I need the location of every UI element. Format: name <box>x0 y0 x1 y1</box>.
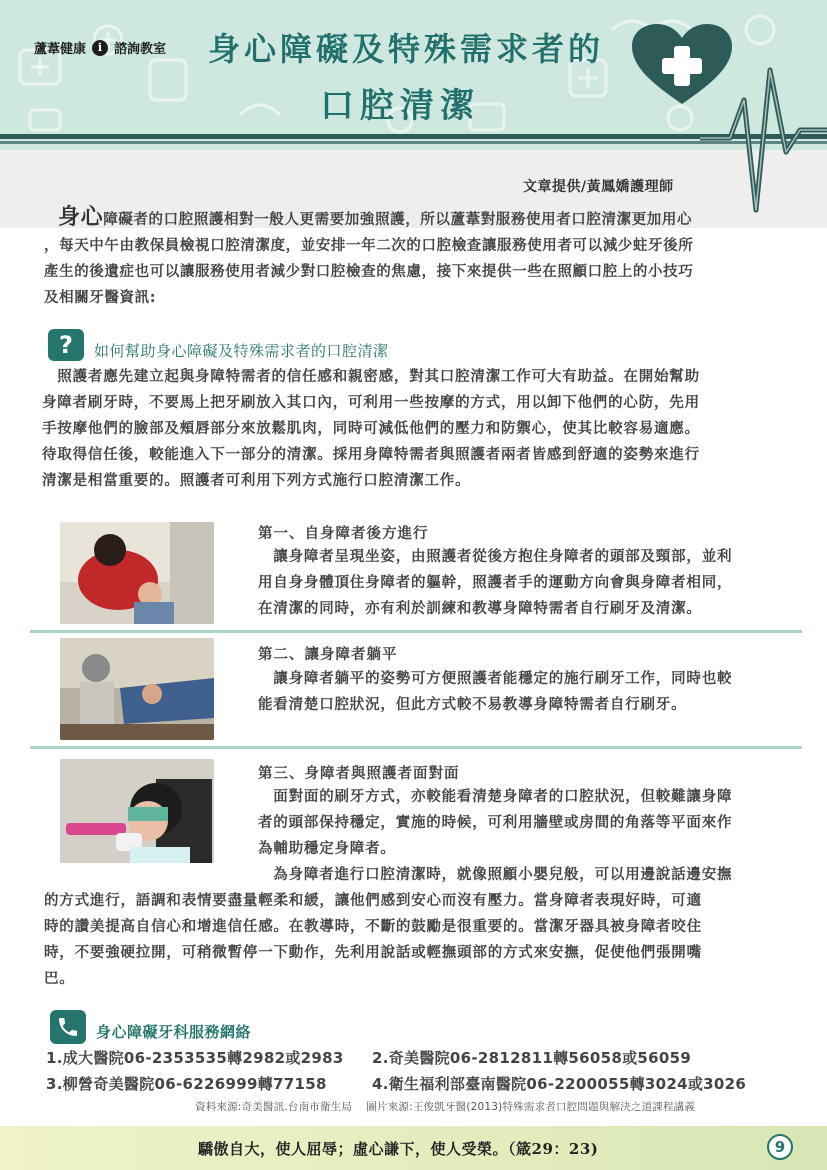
source-credit: 資料來源:奇美醫訊.台南市衛生局 圖片來源:王俊凱牙醫(2013)特殊需求者口腔問題與解決之道課程講義 <box>195 1101 696 1113</box>
info-icon: i <box>92 40 108 56</box>
hospital-item: 2.奇美醫院06-2812811轉56058或56059 <box>372 1049 692 1067</box>
page-footer <box>0 1126 827 1170</box>
intro-line: ，每天中午由教保員檢視口腔清潔度，並安排一年二次的口腔檢查讓服務使用者可以減少蛀牙後所 <box>44 238 694 254</box>
closing-paragraph <box>44 888 812 992</box>
intro-paragraph <box>44 205 804 311</box>
method-line: 面對面的刷牙方式，亦較能看清楚身障者的口腔狀況，但較難讓身障 <box>258 789 733 805</box>
method-line: 為身障者進行口腔清潔時，就像照顧小嬰兒般，可以用邊說話邊安撫 <box>258 867 733 883</box>
method-title: 第二、讓身障者躺平 <box>258 647 398 663</box>
method-line: 為輔助穩定身障者。 <box>258 841 396 857</box>
method-title: 第一、自身障者後方進行 <box>258 526 429 542</box>
section-heading-label: 如何幫助身心障礙及特殊需求者的口腔清潔 <box>94 342 389 360</box>
care-line: 待取得信任後，較能進入下一部分的清潔。採用身障特需者與照護者兩者皆感到舒適的姿勢來進行 <box>42 447 700 463</box>
care-line: 身障者刷牙時，不要馬上把牙刷放入其口內，可利用一些按摩的方式，用以卸下他們的心防，先用 <box>42 395 700 411</box>
section-heading-network <box>50 1010 251 1044</box>
care-paragraph <box>42 364 810 494</box>
method-line: 讓身障者呈現坐姿，由照護者從後方抱住身障者的頭部及頸部，並利 <box>258 549 733 565</box>
page-number: 9 <box>767 1134 793 1160</box>
hospital-item: 4.衛生福利部臺南醫院06-2200055轉3024或3026 <box>372 1075 747 1093</box>
section-heading-care <box>48 328 389 361</box>
method-paragraph <box>258 784 808 888</box>
method-line: 用自身身體頂住身障者的軀幹，照護者手的運動方向會與身障者相同， <box>258 575 733 591</box>
method-line: 在清潔的同時，亦有利於訓練和教導身障特需者自行刷牙及清潔。 <box>258 601 702 617</box>
footer-quote: 驕傲自大，使人屈辱；虛心謙下，使人受榮。（箴29：23) <box>198 1140 599 1158</box>
phone-icon <box>50 1010 86 1044</box>
method-line: 讓身障者躺平的姿勢可方便照護者能穩定的施行刷牙工作，同時也較 <box>258 671 733 687</box>
closing-line: 時的讚美提高自信心和增進信任感。在教導時，不斷的鼓勵是很重要的。當潔牙器具被身障者咬住 <box>44 919 702 935</box>
brand-left: 蘆葦健康 <box>34 42 87 57</box>
hospital-item: 1.成大醫院06-2353535轉2982或2983 <box>46 1049 344 1067</box>
intro-lead: 身心 <box>58 205 104 230</box>
photo-behind-position <box>60 522 214 624</box>
method-paragraph <box>258 666 808 718</box>
intro-line: 產生的後遺症也可以讓服務使用者減少對口腔檢查的焦慮，接下來提供一些在照顧口腔上的小技巧 <box>44 264 694 280</box>
method-title: 第三、身障者與照護者面對面 <box>258 766 460 782</box>
network-heading: 身心障礙牙科服務網絡 <box>96 1022 252 1041</box>
care-line: 照護者應先建立起與身障特需者的信任感和親密感，對其口腔清潔工作可大有助益。在開始幫助 <box>42 369 700 385</box>
intro-line: 及相關牙醫資訊: <box>44 290 157 306</box>
hospital-item: 3.柳營奇美醫院06-6226999轉77158 <box>46 1075 327 1093</box>
method-paragraph <box>258 544 808 622</box>
brand-right: 諮詢教室 <box>114 42 167 57</box>
page-title-line2: 口腔清潔 <box>320 86 480 126</box>
method-line: 者的頭部保持穩定，實施的時候，可利用牆壁或房間的角落等平面來作 <box>258 815 733 831</box>
page-title-line1: 身心障礙及特殊需求者的 <box>208 30 605 68</box>
closing-line: 巴。 <box>44 971 75 987</box>
care-line: 手按摩他們的臉部及頰唇部分來放鬆肌肉，同時可減低他們的壓力和防禦心，使其比較容易適應。 <box>42 421 700 437</box>
closing-line: 的方式進行，語調和表情要盡量輕柔和緩，讓他們感到安心而沒有壓力。當身障者表現好時，可適 <box>44 893 702 909</box>
question-icon: ? <box>48 329 84 361</box>
photo-lying-position <box>60 638 214 740</box>
section-divider <box>30 746 802 749</box>
closing-line: 時，不要強硬拉開，可稍微暫停一下動作，先利用說話或輕撫頭部的方式來安撫，促使他們張開嘴 <box>44 945 702 961</box>
photo-face-to-face <box>60 759 214 863</box>
intro-line: 障礙者的口腔照護相對一般人更需要加強照護，所以蘆葦對服務使用者口腔清潔更加用心 <box>103 212 693 228</box>
section-divider <box>30 630 802 633</box>
brand-label <box>34 38 166 57</box>
method-line: 能看清楚口腔狀況，但此方式較不易教導身障特需者自行刷牙。 <box>258 697 687 713</box>
author-credit: 文章提供/黃鳳嬌護理師 <box>523 179 674 195</box>
care-line: 清潔是相當重要的。照護者可利用下列方式施行口腔清潔工作。 <box>42 473 471 489</box>
